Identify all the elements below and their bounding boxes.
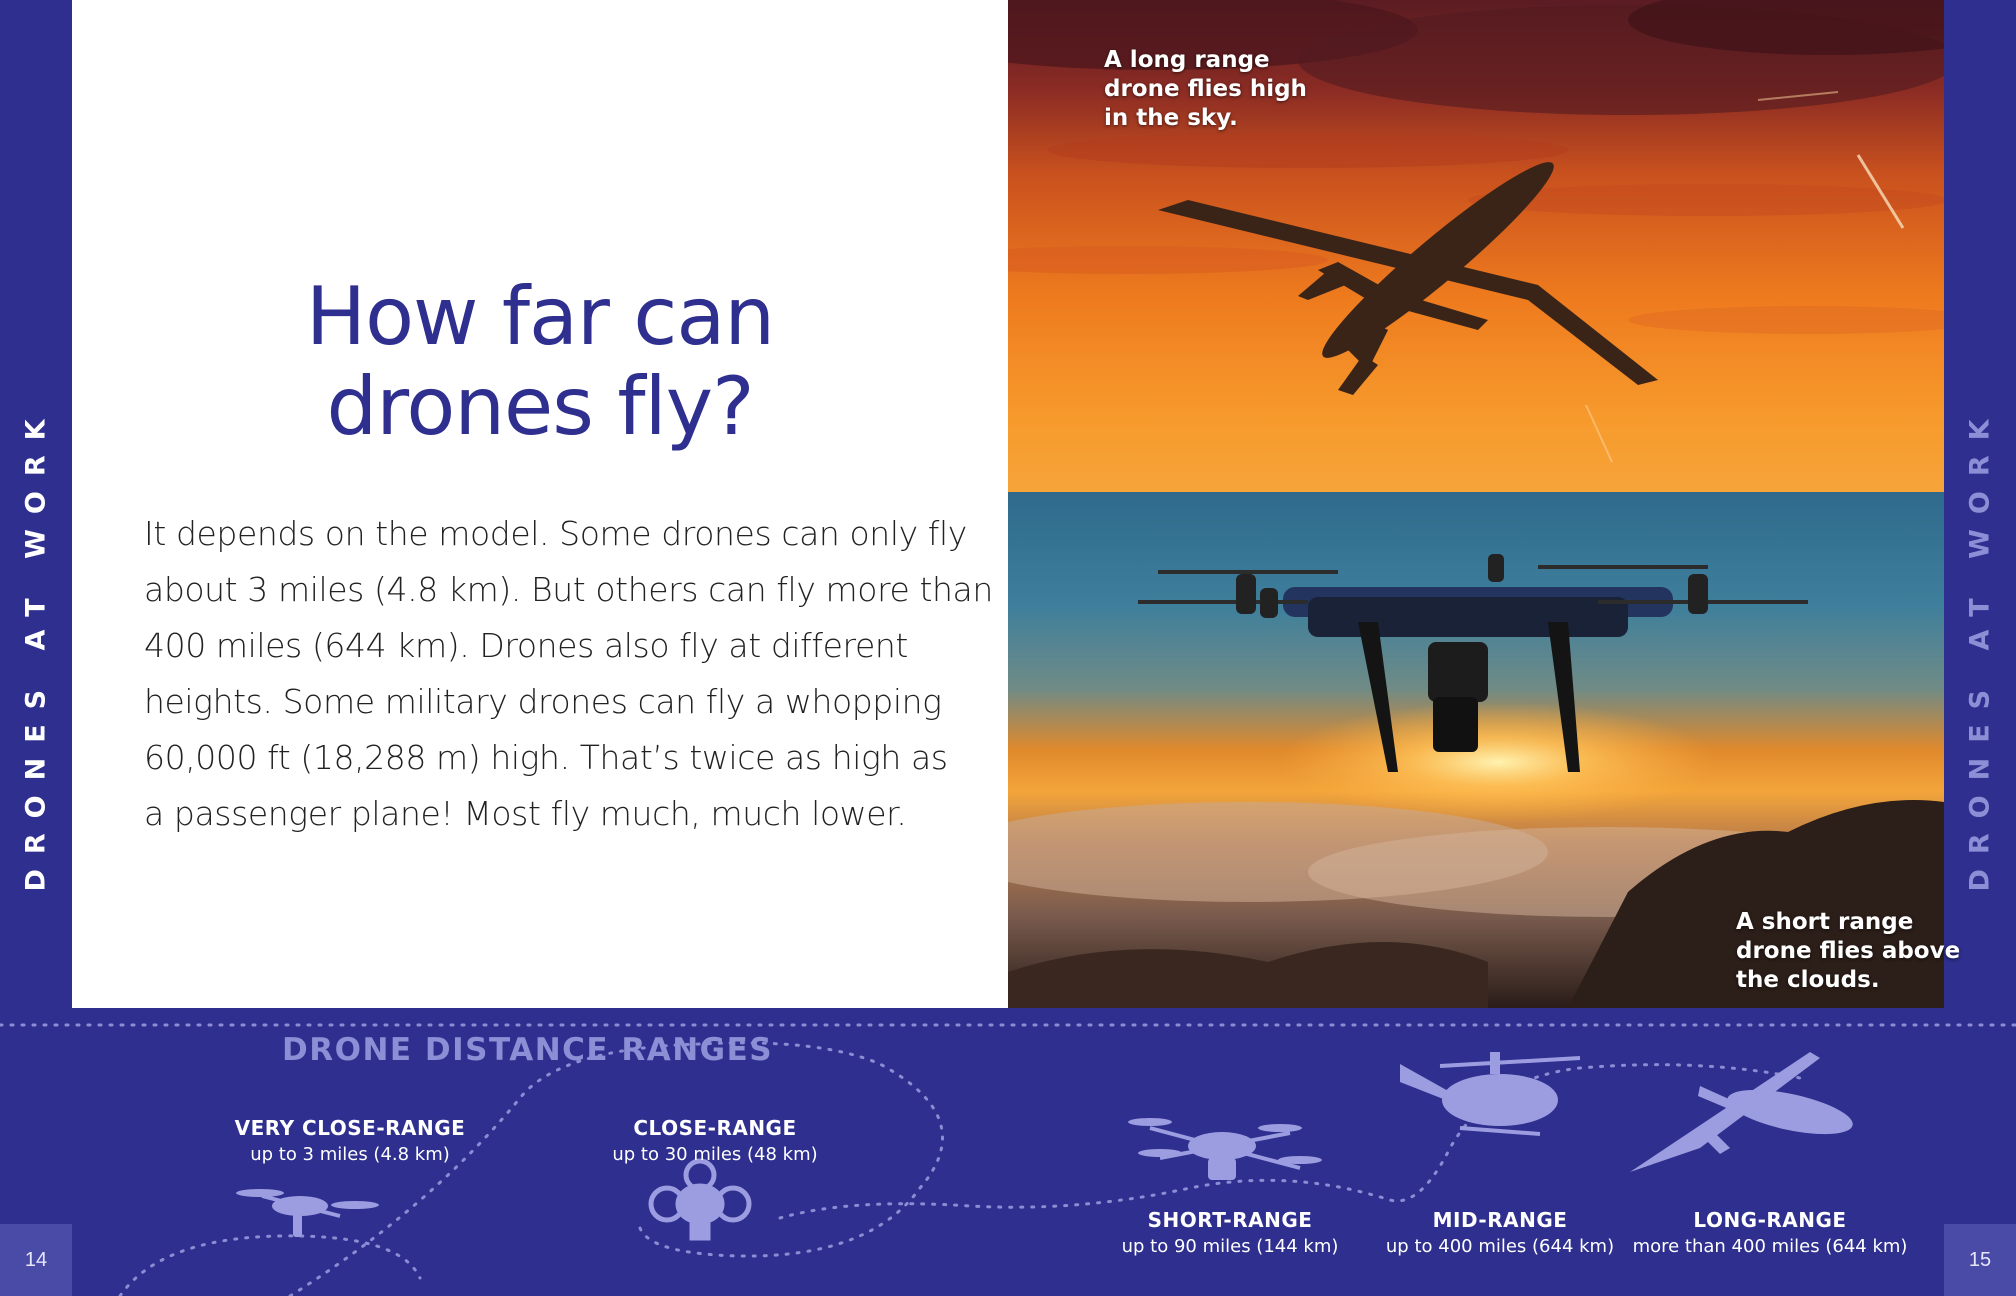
right-side-label: DRONES AT WORK xyxy=(1964,404,1996,892)
ranges-title: DRONE DISTANCE RANGES xyxy=(282,1032,774,1068)
page-number-left: 14 xyxy=(0,1224,72,1296)
small-drone-icon xyxy=(651,1161,749,1238)
range-desc: up to 90 miles (144 km) xyxy=(1121,1236,1339,1257)
top-photo-caption xyxy=(1104,46,1307,133)
range-long xyxy=(1620,1208,1920,1257)
range-mid xyxy=(1380,1208,1620,1257)
body-line: 400 miles (644 km). Drones also fly at different xyxy=(144,626,908,665)
range-title: LONG-RANGE xyxy=(1693,1208,1847,1232)
dotted-flight-path xyxy=(780,1065,1800,1218)
range-title: VERY CLOSE-RANGE xyxy=(234,1116,466,1140)
range-desc: up to 30 miles (48 km) xyxy=(612,1144,818,1165)
text-panel xyxy=(72,0,1008,1008)
page-title-line-1: How far can xyxy=(305,270,775,363)
dotted-flight-path xyxy=(290,1043,943,1296)
range-very-close xyxy=(210,1116,490,1165)
body-paragraph xyxy=(144,506,993,842)
page-title-line-2: drones fly? xyxy=(326,360,754,453)
helicopter-drone-icon xyxy=(1400,1052,1580,1134)
long-range-drone-photo xyxy=(1008,0,1944,492)
drone-ranges-infographic xyxy=(0,1008,2016,1296)
range-desc: more than 400 miles (644 km) xyxy=(1632,1236,1908,1257)
page-title xyxy=(72,272,1008,452)
caption-line: drone flies high xyxy=(1104,76,1307,102)
caption-line: in the sky. xyxy=(1104,105,1238,131)
range-close xyxy=(590,1116,840,1165)
body-line: about 3 miles (4.8 km). But others can fly more than xyxy=(144,570,993,609)
left-side-label: DRONES AT WORK xyxy=(20,404,52,892)
range-title: MID-RANGE xyxy=(1432,1208,1568,1232)
dotted-flight-path xyxy=(120,1236,420,1296)
hexacopter-icon xyxy=(1128,1118,1322,1180)
body-line: heights. Some military drones can fly a whopping xyxy=(144,682,942,721)
body-line: It depends on the model. Some drones can only fly xyxy=(144,514,967,553)
range-short xyxy=(1110,1208,1350,1257)
caption-line: the clouds. xyxy=(1736,967,1880,993)
quadcopter-icon xyxy=(236,1189,379,1237)
caption-line: A short range xyxy=(1736,909,1914,935)
bottom-photo-caption xyxy=(1736,908,1960,995)
range-desc: up to 400 miles (644 km) xyxy=(1385,1236,1615,1257)
caption-line: A long range xyxy=(1104,47,1270,73)
range-title: CLOSE-RANGE xyxy=(633,1116,797,1140)
range-title: SHORT-RANGE xyxy=(1147,1208,1313,1232)
range-desc: up to 3 miles (4.8 km) xyxy=(250,1144,450,1165)
body-line: 60,000 ft (18,288 m) high. That’s twice as high as xyxy=(144,738,948,777)
body-line: a passenger plane! Most fly much, much lower. xyxy=(144,794,907,833)
page-number-right: 15 xyxy=(1944,1224,2016,1296)
caption-line: drone flies above xyxy=(1736,938,1961,964)
